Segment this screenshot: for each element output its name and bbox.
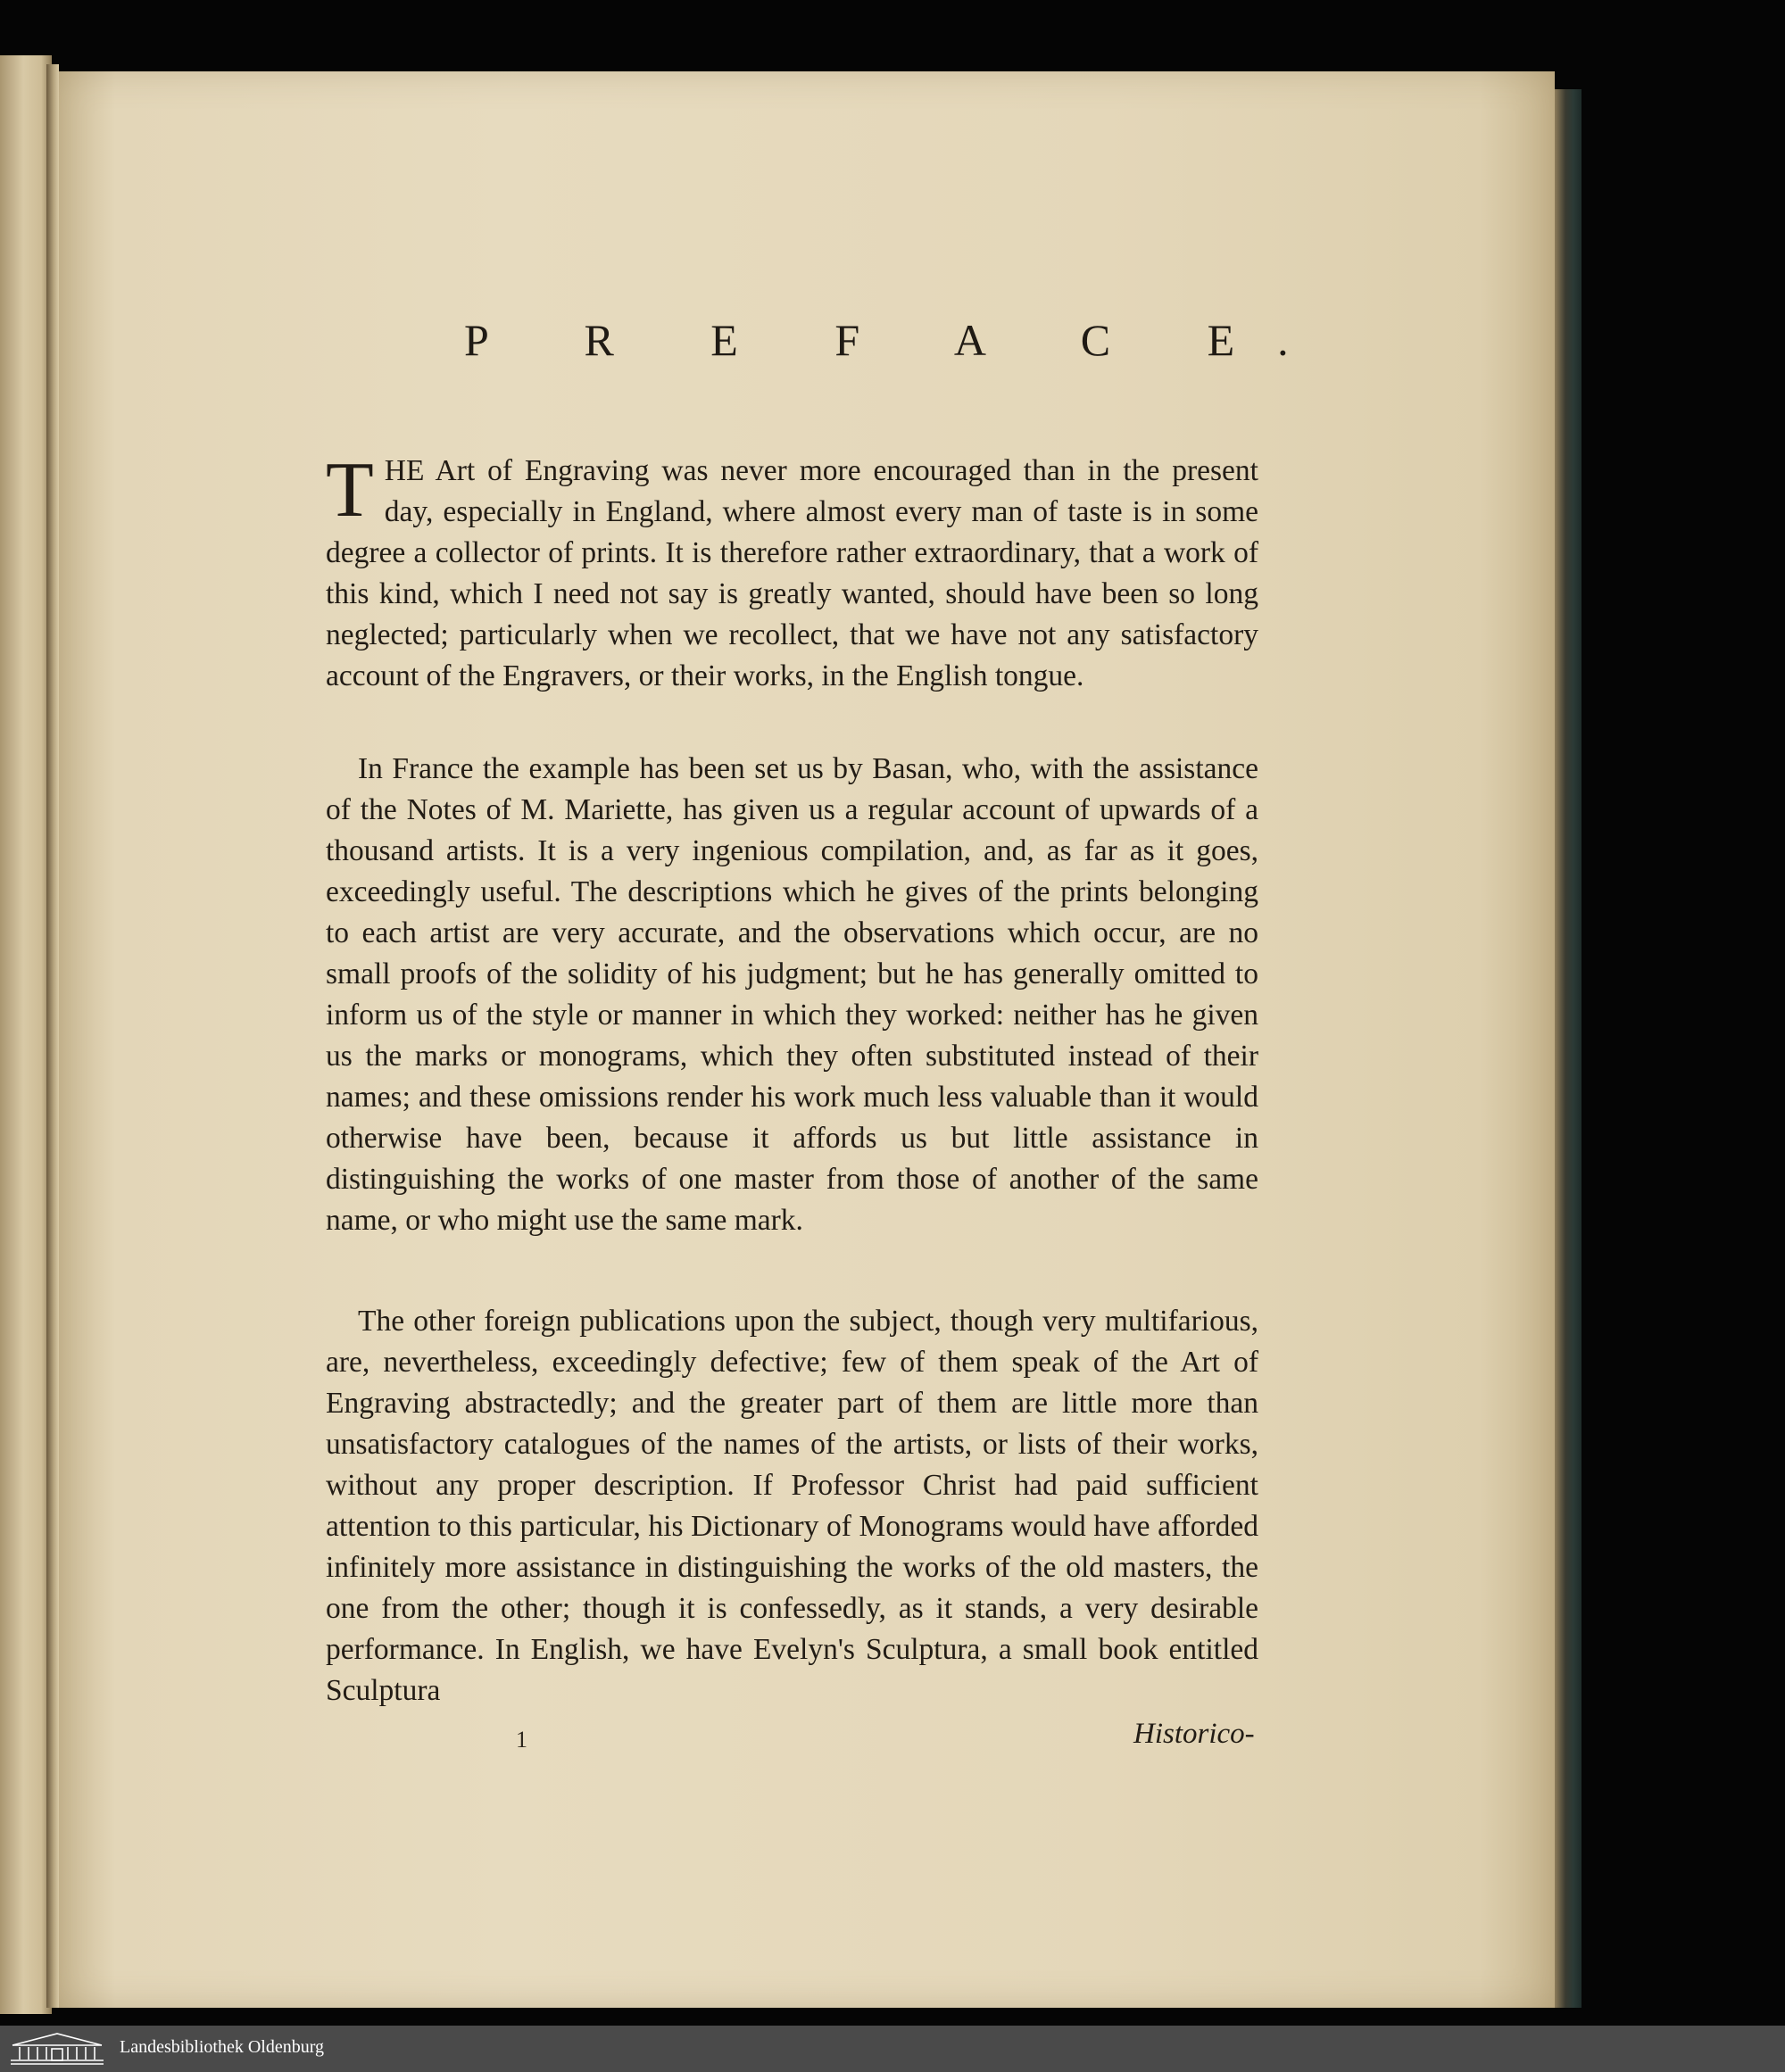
page-title: P R E F A C E.	[464, 315, 1332, 365]
book-gutter	[46, 64, 59, 2008]
library-name: Landesbibliothek Oldenburg	[120, 2037, 325, 2057]
page-stack-edge	[1555, 89, 1582, 2008]
paragraph-3: The other foreign publications upon the subject, though very multifarious, are, nevertheless, exceedingly defective; few of them speak of the Art of Engraving abstractedly; and the greater part of them are little more than unsatisfactory catalogues of the names of the artists, or lists of their works, without any proper description. If Professor Christ had paid sufficient attention to this particular, his Dictionary of Monograms would have afforded infinitely more assistance in distinguishing the works of the old masters, the one from the other; though it is confessedly, as it stands, a very desirable performance. In English, we have Evelyn's Sculptura, a small book entitled Sculptura	[326, 1305, 1258, 1707]
footer-bar	[0, 2026, 1785, 2072]
catchword: Historico-	[1133, 1718, 1255, 1750]
signature-mark: 1	[516, 1727, 527, 1753]
left-page-edge	[0, 55, 52, 2014]
paragraph-1-text: HE Art of Engraving was never more encouraged than in the present day, especially in England, where almost every man of taste is in some degree a collector of prints. It is therefore rather extraordinary, that a work of this kind, which I need not say is greatly wanted, should have been so long neglected; particularly when we recollect, that we have not any satisfactory account of the Engravers, or their works, in the English tongue.	[326, 454, 1258, 692]
drop-cap: T	[326, 447, 374, 534]
library-building-icon	[7, 2031, 107, 2067]
paragraph-1	[326, 447, 1258, 697]
paragraph-2: In France the example has been set us by Basan, who, with the assistance of the Notes of M. Mariette, has given us a regular account of upwards of a thousand artists. It is a very ingenious compilation, and, as far as it goes, exceedingly useful. The descriptions which he gives of the prints belonging to each artist are very accurate, and the observations which occur, are no small proofs of the solidity of his judgment; but he has generally omitted to inform us of the style or manner in which they worked: neither has he given us the marks or monograms, which they often substituted instead of their names; and these omissions render his work much less valuable than it would otherwise have been, because it affords us but little assistance in distinguishing the works of one master from those of another of the same name, or who might use the same mark.	[326, 752, 1258, 1237]
